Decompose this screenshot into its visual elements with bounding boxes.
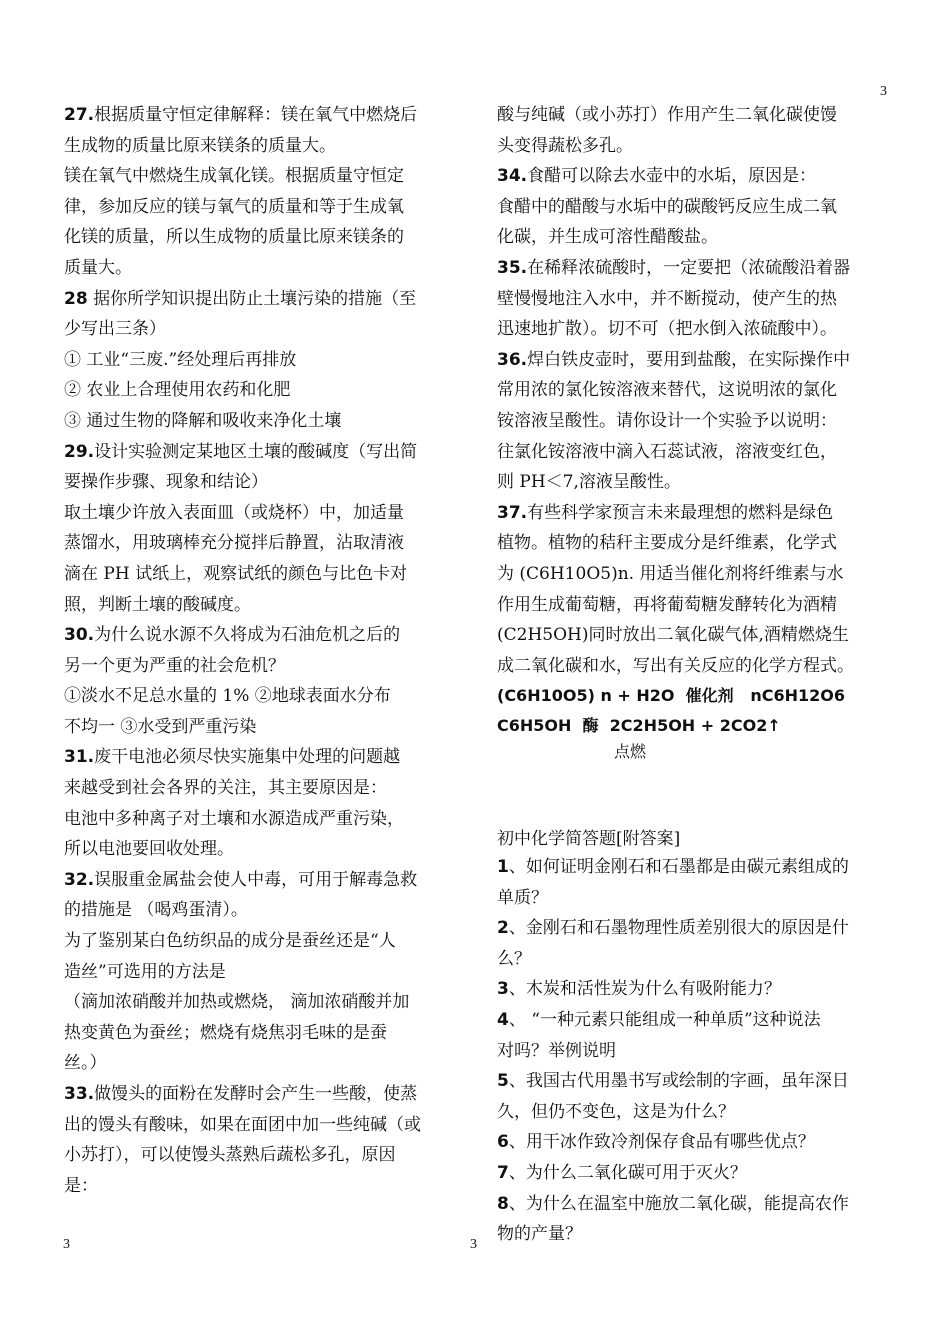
line-text: 化镁的质量，所以生成物的质量比原来镁条的 [64, 227, 404, 248]
line-text: 铵溶液呈酸性。请你设计一个实验予以说明： [497, 410, 837, 431]
line-text: 的措施是 （喝鸡蛋清）。 [64, 900, 248, 921]
line-text: 、如何证明金刚石和石墨都是由碳元素组成的 [508, 857, 849, 877]
equation-block [497, 683, 897, 762]
text-line [64, 773, 464, 804]
line-text: 是： [64, 1175, 98, 1196]
text-line [497, 222, 895, 253]
text-line [64, 406, 464, 437]
line-text: 、金刚石和石墨物理性质差别很大的原因是什 [508, 918, 849, 939]
text-line [64, 620, 464, 651]
text-line [64, 681, 464, 712]
text-line [64, 1110, 464, 1141]
line-text: 为 (C6H10O5)n. 用适当催化剂将纤维素与水 [497, 563, 844, 584]
line-text: 成二氧化碳和水，写出有关反应的化学方程式。 [497, 655, 854, 676]
page-number-bottom-left: 3 [63, 1237, 70, 1252]
text-line [64, 651, 464, 682]
text-line [497, 651, 895, 682]
line-text: 蒸馏水，用玻璃棒充分搅拌后静置，沾取清液 [64, 533, 404, 554]
text-line [64, 865, 464, 896]
text-line [64, 834, 464, 865]
line-text: 根据质量守恒定律解释：镁在氧气中燃烧后 [94, 105, 418, 125]
text-line [497, 314, 895, 345]
question-line [497, 1219, 895, 1250]
line-text: 么？ [497, 948, 531, 969]
line-text: ② 农业上合理使用农药和化肥 [64, 380, 291, 401]
text-line [64, 712, 464, 743]
text-line [497, 590, 895, 621]
line-text: （滴加浓硝酸并加热或燃烧， 滴加浓硝酸并加 [64, 992, 410, 1013]
line-text: 出的馒头有酸味，如果在面团中加一些纯碱（或 [64, 1114, 421, 1135]
item-number: 4 [497, 1009, 509, 1030]
text-line [64, 314, 464, 345]
line-text: 植物。植物的秸秆主要成分是纤维素，化学式 [497, 533, 837, 554]
item-number: 5 [497, 1071, 509, 1092]
item-number: 36. [497, 349, 528, 370]
line-text: 另一个更为严重的社会危机？ [64, 655, 285, 676]
line-text: 、用干冰作致冷剂保存食品有哪些优点？ [508, 1132, 815, 1153]
question-line [497, 974, 895, 1005]
text-line [497, 437, 895, 468]
text-line [497, 253, 895, 284]
item-number: 37. [497, 502, 528, 523]
line-text: 、我国古代用墨书写或绘制的字画，虽年深日 [508, 1071, 849, 1092]
text-line [497, 100, 895, 131]
text-line [64, 222, 464, 253]
line-text: 头变得蔬松多孔。 [497, 135, 633, 156]
text-line [64, 742, 464, 773]
line-text: 对吗？举例说明 [497, 1040, 616, 1061]
text-line [64, 1171, 464, 1202]
left-column [64, 100, 464, 1201]
line-text: 小苏打），可以使馒头蒸熟后蔬松多孔，原因 [64, 1145, 396, 1166]
text-line [497, 528, 895, 559]
text-line [64, 804, 464, 835]
question-line [497, 852, 895, 883]
line-text: 质量大。 [64, 257, 132, 278]
item-number: 29. [64, 441, 95, 462]
line-text: 往氯化铵溶液中滴入石蕊试液，溶液变红色， [497, 441, 837, 462]
item-number: 1 [497, 857, 509, 877]
line-text: 食醋可以除去水壶中的水垢，原因是： [527, 166, 817, 187]
item-number: 35. [497, 257, 528, 278]
item-number: 7 [497, 1162, 509, 1183]
line-text: 、 “一种元素只能组成一种单质”这种说法 [508, 1009, 821, 1030]
line-text: 丝。） [64, 1053, 107, 1074]
question-line [497, 1189, 895, 1220]
text-line [497, 620, 895, 651]
question-line [497, 1158, 895, 1189]
line-text: ③ 通过生物的降解和吸收来净化土壤 [64, 410, 342, 431]
line-text: 、木炭和活性炭为什么有吸附能力？ [508, 979, 781, 1000]
equation-2: C6H5OH 酶 2C2H5OH + 2CO2↑ [497, 716, 781, 735]
item-number: 32. [64, 869, 95, 890]
line-text: 所以电池要回收处理。 [64, 839, 234, 860]
line-text: 、为什么在温室中施放二氧化碳，能提高农作 [508, 1193, 849, 1214]
page-number-top: 3 [880, 84, 887, 99]
text-line [64, 467, 464, 498]
line-text: 有些科学家预言未来最理想的燃料是绿色 [527, 502, 834, 523]
text-line [64, 1018, 464, 1049]
text-line [497, 284, 895, 315]
line-text: 作用生成葡萄糖，再将葡萄糖发酵转化为酒精 [497, 594, 837, 615]
line-text: 据你所学知识提出防止土壤污染的措施（至 [87, 288, 417, 309]
line-text: 镁在氧气中燃烧生成氧化镁。根据质量守恒定 [64, 166, 404, 187]
text-line [64, 590, 464, 621]
text-line [64, 131, 464, 162]
item-number: 6 [497, 1132, 509, 1153]
text-line [64, 498, 464, 529]
line-text: (C2H5OH)同时放出二氧化碳气体,酒精燃烧生 [497, 625, 849, 646]
line-text: 化碳，并生成可溶性醋酸盐。 [497, 227, 718, 248]
line-text: 滴在 PH 试纸上，观察试纸的颜色与比色卡对 [64, 563, 408, 584]
line-text: 、为什么二氧化碳可用于灭火？ [508, 1162, 747, 1183]
line-text: 要操作步骤、现象和结论） [64, 472, 268, 493]
text-line [64, 987, 464, 1018]
line-text: 迅速地扩散）。切不可（把水倒入浓硫酸中）。 [497, 319, 837, 340]
line-text: 酸与纯碱（或小苏打）作用产生二氧化碳使馒 [497, 105, 837, 125]
text-line [64, 926, 464, 957]
line-text: 常用浓的氯化铵溶液来替代，这说明浓的氯化 [497, 380, 837, 401]
section-title: 初中化学简答题[附答案] [497, 829, 681, 849]
line-text: 为什么说水源不久将成为石油危机之后的 [94, 625, 401, 646]
item-number: 28 [64, 288, 88, 309]
line-text: 取土壤少许放入表面皿（或烧杯）中，加适量 [64, 502, 404, 523]
line-text: 在稀释浓硫酸时，一定要把（浓硫酸沿着器 [527, 257, 851, 278]
line-text: 为了鉴别某白色纺织品的成分是蚕丝还是“人 [64, 931, 396, 952]
item-number: 34. [497, 166, 528, 187]
line-text: 焊白铁皮壶时，要用到盐酸，在实际操作中 [527, 349, 851, 370]
item-number: 2 [497, 918, 509, 939]
line-text: 久，但仍不变色，这是为什么？ [497, 1101, 735, 1122]
line-text: 不均一 ③水受到严重污染 [64, 716, 257, 737]
line-text: 造丝”可选用的方法是 [64, 961, 226, 982]
line-text: 照，判断土壤的酸碱度。 [64, 594, 251, 615]
line-text: 少写出三条） [64, 319, 166, 340]
text-line [64, 528, 464, 559]
line-text: 设计实验测定某地区土壤的酸碱度（写出简 [94, 441, 418, 462]
text-line [64, 957, 464, 988]
item-number: 27. [64, 105, 95, 125]
text-line [497, 406, 895, 437]
item-number: 8 [497, 1193, 509, 1214]
text-line [497, 375, 895, 406]
equation-condition: 点燃 [614, 742, 647, 761]
text-line [64, 375, 464, 406]
text-line [64, 437, 464, 468]
item-number: 30. [64, 625, 95, 646]
text-line [64, 1048, 464, 1079]
page-number-bottom-center: 3 [470, 1237, 477, 1252]
item-number: 33. [64, 1084, 95, 1104]
line-text: 律，参加反应的镁与氧气的质量和等于生成氧 [64, 196, 404, 217]
text-line [64, 1079, 464, 1110]
text-line [64, 253, 464, 284]
line-text: 做馒头的面粉在发酵时会产生一些酸，使蒸 [94, 1084, 418, 1104]
question-line [497, 1097, 895, 1128]
text-line [497, 467, 895, 498]
text-line [64, 284, 464, 315]
line-text: 电池中多种离子对土壤和水源造成严重污染， [64, 808, 404, 829]
text-line [497, 161, 895, 192]
line-text: 物的产量？ [497, 1224, 582, 1245]
text-line [64, 192, 464, 223]
question-line [497, 883, 895, 914]
item-number: 31. [64, 747, 95, 768]
text-line [64, 559, 464, 590]
line-text: 单质？ [497, 887, 548, 908]
right-column [497, 100, 895, 681]
line-text: ①淡水不足总水量的 1% ②地球表面水分布 [64, 686, 391, 707]
line-text: 误服重金属盐会使人中毒，可用于解毒急救 [94, 869, 418, 890]
text-line [497, 498, 895, 529]
text-line [497, 131, 895, 162]
line-text: 壁慢慢地注入水中，并不断搅动，使产生的热 [497, 288, 837, 309]
text-line [64, 895, 464, 926]
text-line [497, 345, 895, 376]
text-line [64, 1140, 464, 1171]
text-line [64, 345, 464, 376]
question-list [497, 852, 895, 1250]
text-line [64, 100, 464, 131]
line-text: 来越受到社会各界的关注，其主要原因是： [64, 778, 387, 799]
question-line [497, 1127, 895, 1158]
question-line [497, 1036, 895, 1067]
line-text: 热变黄色为蚕丝；燃烧有烧焦羽毛味的是蚕 [64, 1022, 387, 1043]
text-line [64, 161, 464, 192]
line-text: 废干电池必须尽快实施集中处理的问题越 [94, 747, 401, 768]
question-line [497, 1066, 895, 1097]
question-line [497, 944, 895, 975]
line-text: 食醋中的醋酸与水垢中的碳酸钙反应生成二氧 [497, 196, 837, 217]
text-line [497, 192, 895, 223]
item-number: 3 [497, 979, 509, 1000]
line-text: 则 PH＜7,溶液呈酸性。 [497, 472, 681, 493]
question-line [497, 1005, 895, 1036]
line-text: 生成物的质量比原来镁条的质量大。 [64, 135, 336, 156]
equation-1: (C6H10O5) n + H2O 催化剂 nC6H12O6 [497, 686, 846, 705]
text-line [497, 559, 895, 590]
line-text: ① 工业“三废.”经处理后再排放 [64, 349, 297, 370]
question-line [497, 913, 895, 944]
